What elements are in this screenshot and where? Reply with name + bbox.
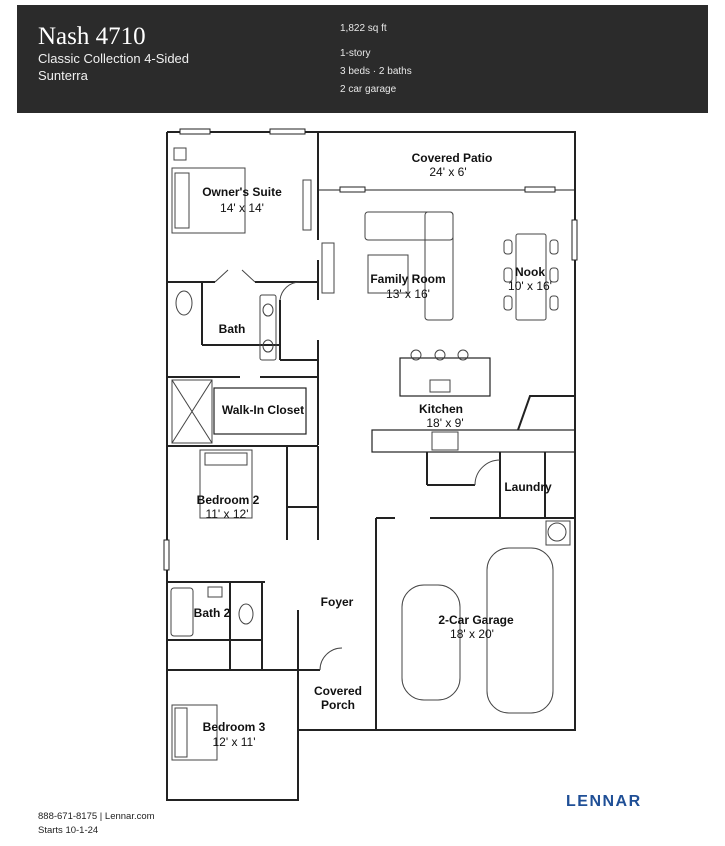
foyer-label: Foyer (320, 595, 354, 609)
lennar-logo: LENNAR (566, 793, 642, 810)
spec-sqft: 1,822 sq ft (340, 23, 387, 34)
bedroom3-dims: 12' x 11' (212, 735, 256, 749)
covered-porch-label-line1: Covered (313, 684, 363, 698)
covered-patio-dims: 24' x 6' (429, 165, 467, 179)
owners-suite-label: Owner's Suite (202, 185, 282, 199)
car-suv (487, 548, 553, 713)
owners-suite-dims: 14' x 14' (220, 201, 264, 215)
kitchen-label: Kitchen (418, 402, 464, 416)
nook-label: Nook (515, 265, 545, 279)
spec-garage: 2 car garage (340, 84, 397, 95)
footer-contact: 888-671-8175 | Lennar.com (38, 811, 155, 822)
walls (167, 132, 575, 800)
covered-porch-label-line2: Porch (320, 698, 356, 712)
spec-stories: 1-story (340, 48, 371, 59)
bathtub (171, 588, 193, 636)
bath2-label: Bath 2 (193, 606, 231, 620)
bedroom2-dims: 11' x 12' (205, 507, 249, 521)
garage-label: 2-Car Garage (438, 613, 514, 627)
covered-patio-label: Covered Patio (411, 151, 493, 165)
walk-in-closet-label: Walk-In Closet (221, 403, 305, 417)
collection-name: Classic Collection 4-Sided (38, 51, 190, 66)
spec-beds-baths: 3 beds · 2 baths (340, 66, 412, 77)
nook-dims: 10' x 16' (508, 279, 552, 293)
water-heater (548, 523, 566, 541)
toilet (176, 291, 192, 315)
family-room-label: Family Room (370, 272, 446, 286)
plan-title: Nash 4710 (38, 23, 146, 50)
family-room-dims: 13' x 16' (386, 287, 430, 301)
sofa (365, 212, 453, 240)
footer-starts: Starts 10-1-24 (38, 825, 99, 836)
bedroom3-label: Bedroom 3 (202, 720, 266, 734)
laundry-label: Laundry (504, 480, 552, 494)
car-sedan (402, 585, 460, 700)
garage-dims: 18' x 20' (450, 627, 494, 641)
bath-label: Bath (218, 322, 246, 336)
kitchen-dims: 18' x 9' (426, 416, 464, 430)
community-name: Sunterra (38, 68, 88, 83)
bedroom2-label: Bedroom 2 (196, 493, 260, 507)
